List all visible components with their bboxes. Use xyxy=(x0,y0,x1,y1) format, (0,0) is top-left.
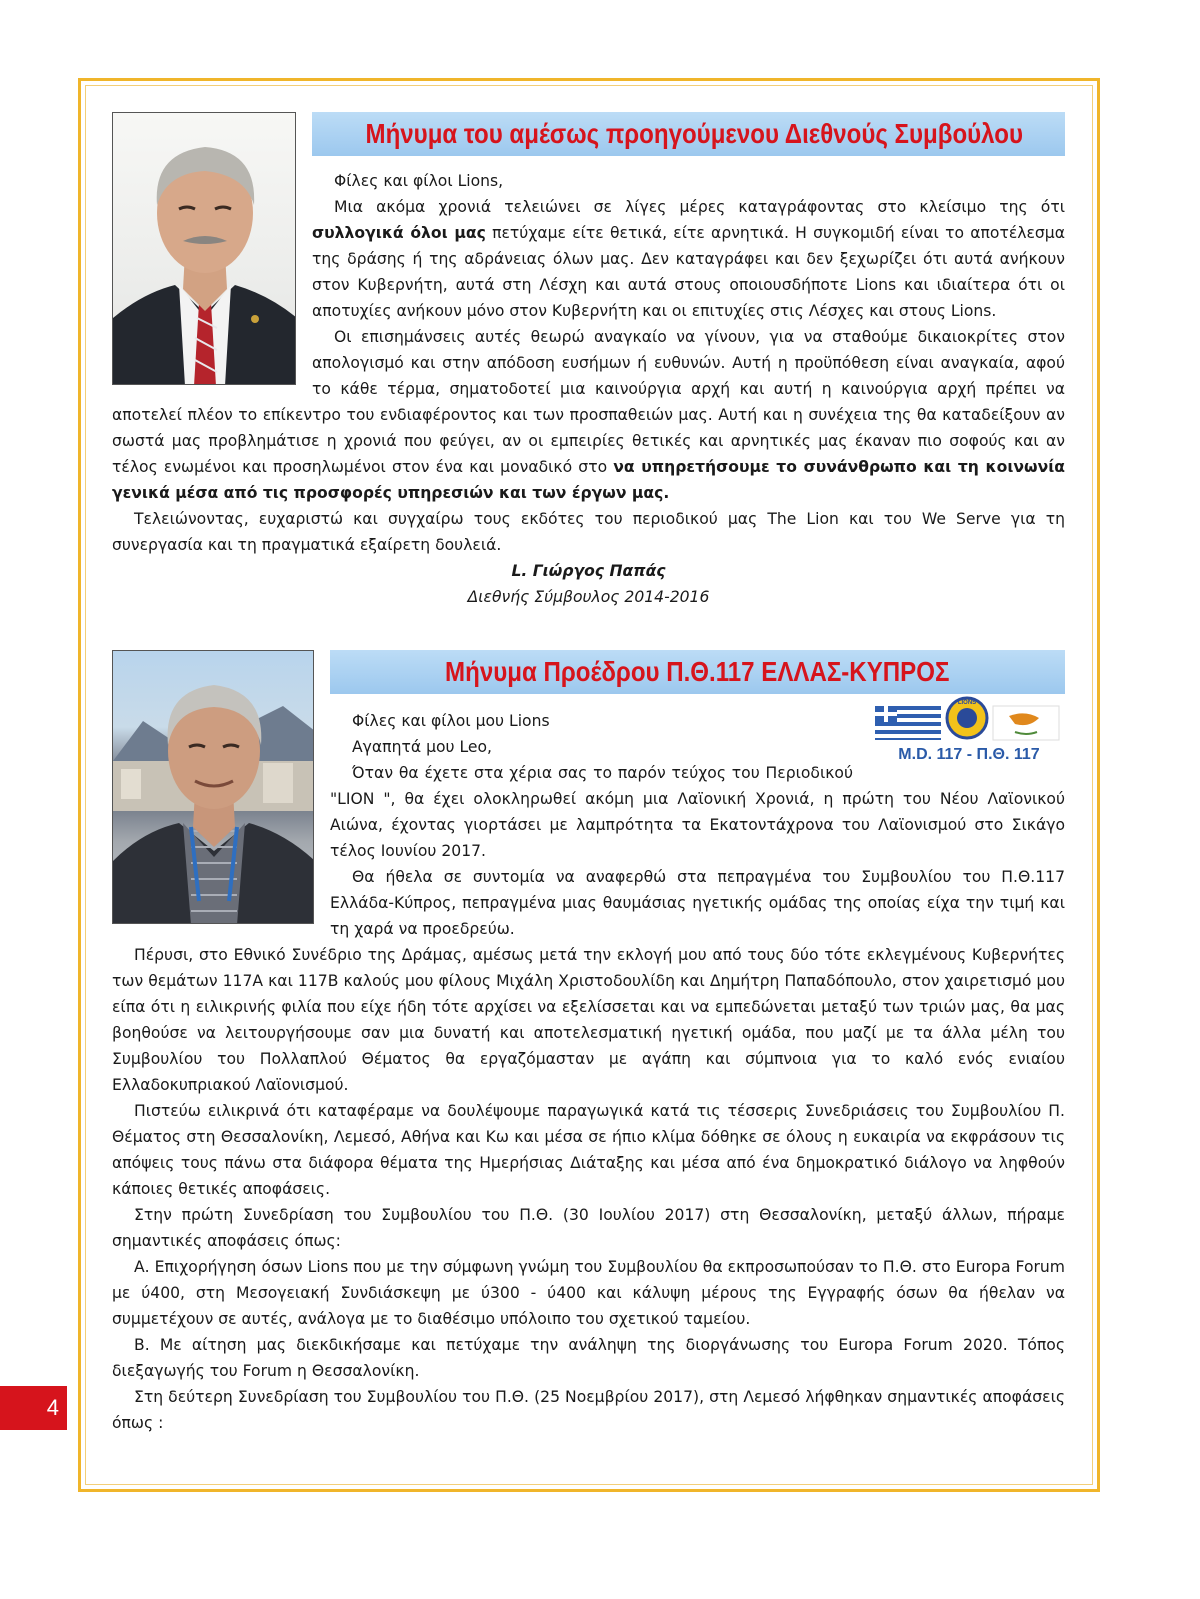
section-past-director xyxy=(112,112,1065,610)
section1-greeting: Φίλες και φίλοι Lions, xyxy=(334,172,504,190)
section2-paragraph-7: Β. Με αίτηση μας διεκδικήσαμε και πετύχαμε την ανάληψη της διοργάνωσης του Europa Forum 2020. Τόπος διεξαγωγής του Forum η Θεσσαλονίκη. xyxy=(112,1336,1065,1380)
section2-paragraph-3: Πέρυσι, στο Εθνικό Συνέδριο της Δράμας, αμέσως μετά την εκλογή μου από τους δύο τότε εκλεγμένους Κυβερνήτες των θεμάτων 117Α και 117Β καλούς μου φίλους Μιχάλη Χριστοδουλίδη και Δημήτρη Παπαδόπουλο, στον χαιρετισμό μου είπα ότι η ειλικρινής φιλία που είχε ήδη τότε αρχίσει να εξελίσσεται και να εμπεδώνεται μεταξύ των τριών μας, θα μας βοηθούσε να λειτουργήσουμε σαν μια δυνατή και αποτελεσματική ηγετική ομάδα, που μαζί με τα άλλα μέλη του Συμβουλίου του Πολλαπλού Θέματος θα εργαζόμασταν με αγάπη και σύμπνοια για το καλό ενός ενιαίου Ελλαδοκυπριακού Λαϊονισμού. xyxy=(112,946,1065,1094)
portrait-illustration-2 xyxy=(113,651,314,924)
page-number: 4 xyxy=(0,1386,67,1430)
portrait-photo-chair xyxy=(112,650,314,924)
section2-paragraph-4: Πιστεύω ειλικρινά ότι καταφέραμε να δουλέψουμε παραγωγικά κατά τις τέσσερις Συνεδριάσεις του Συμβουλίου Π. Θέματος στη Θεσσαλονίκη, Λεμεσό, Αθήνα και Κω και μέσα σε ήπιο κλίμα δόθηκε σε όλους η ευκαιρία να εκφράσουν τις απόψεις τους πάνω στα διάφορα θέματα της Ημερήσιας Διάταξης και μέσα από ένα δημοκρατικό διάλογο να ληφθούν κάποιες θετικές αποφάσεις. xyxy=(112,1102,1065,1198)
portrait-illustration xyxy=(113,113,296,385)
md117-logo xyxy=(869,694,1065,774)
section1-paragraph-1: Μια ακόμα χρονιά τελειώνει σε λίγες μέρες καταγράφοντας στο κλείσιμο της ότι συλλογικά όλοι μας πετύχαμε είτε θετικά, είτε αρνητικά. Η συγκομιδή είναι το αποτέλεσμα της δράσης ή της αδράνειας όλων μας. Δεν καταγράφει και δεν ξεχωρίζει ότι αυτά ανήκουν στον Κυβερνήτη, αυτά στη Λέσχη και αυτά στους οποιουσδήποτε Lions και ιδιαίτερα ότι οι αποτυχίες ανήκουν μόνο στον Κυβερνήτη και οι επιτυχίες στις Λέσχες και στους Lions. xyxy=(312,198,1066,320)
section1-paragraph-3: Τελειώνοντας, ευχαριστώ και συγχαίρω τους εκδότες του περιοδικού μας The Lion και του We Serve για τη συνεργασία και τη πραγματικά εξαίρετη δουλειά. xyxy=(112,510,1065,554)
page-content xyxy=(112,112,1065,1436)
section2-paragraph-2: Θα ήθελα σε συντομία να αναφερθώ στα πεπραγμένα του Συμβουλίου του Π.Θ.117 Ελλάδα-Κύπρος, πεπραγμένα μιας θαυμάσιας ηγετικής ομάδας της οποίας είχα την τιμή και τη χαρά να προεδρεύω. xyxy=(330,868,1065,938)
md117-caption: M.D. 117 - Π.Θ. 117 xyxy=(898,746,1040,763)
flags-lions-logo-icon xyxy=(869,694,1065,744)
section2-paragraph-8: Στη δεύτερη Συνεδρίαση του Συμβουλίου του Π.Θ. (25 Νοεμβρίου 2017), στη Λεμεσό λήφθηκαν σημαντικές αποφάσεις όπως : xyxy=(112,1388,1065,1432)
section1-paragraph-2: Οι επισημάνσεις αυτές θεωρώ αναγκαίο να γίνουν, για να σταθούμε δικαιοκρίτες στον απολογισμό και στην απόδοση ευσήμων ή ευθυνών. Αυτή η προϋπόθεση είναι αναγκαία, αφού το κάθε τέρμα, σηματοδοτεί μια καινούργια αρχή και αυτή η καινούργια αρχή πρέπει να αποτελεί πλέον το επίκεντρο του ενδιαφέροντος και των προσπαθειών μας. Αυτή και η συνέχεια της θα καταδείξουν αν σωστά μας προβλημάτισε η χρονιά που φεύγει, αν οι εμπειρίες θετικές και αρνητικές μας έκαναν πιο σοφούς και αν τέλος ενωμένοι και προσηλωμένοι στον ένα και μοναδικό στο να υπηρετήσουμε το συνάνθρωπο και τη κοινωνία γενικά μέσα από τις προσφορές υπηρεσιών και των έργων μας. xyxy=(112,328,1065,502)
signature-name: L. Γιώργος Παπάς xyxy=(511,562,666,580)
section2-greeting-1: Φίλες και φίλοι μου Lions xyxy=(352,712,550,730)
signature-role: Διεθνής Σύμβουλος 2014-2016 xyxy=(467,588,710,606)
section1-title: Μήνυμα του αμέσως προηγούμενου Διεθνούς Συμβούλου xyxy=(312,112,1065,156)
section-council-chair xyxy=(112,650,1065,1436)
svg-text:LIONS: LIONS xyxy=(957,700,977,706)
section2-title: Μήνυμα Προέδρου Π.Θ.117 ΕΛΛΑΣ-ΚΥΠΡΟΣ xyxy=(330,650,1065,694)
portrait-photo-papas xyxy=(112,112,296,385)
section2-paragraph-6: Α. Επιχορήγηση όσων Lions που με την σύμφωνη γνώμη του Συμβουλίου θα εκπροσωπούσαν το Π.Θ. στο Europa Forum με ύ400, στη Μεσογειακή Συνδιάσκεψη με ύ300 - ύ400 και κάλυψη μέρους της Εγγραφής όσων θα ήθελαν να συμμετέχουν σε αυτές, ανάλογα με το διαθέσιμο υπόλοιπο του σχετικού ταμείου. xyxy=(112,1258,1065,1328)
section2-greeting-2: Αγαπητά μου Leo, xyxy=(352,738,493,756)
section2-paragraph-1: Όταν θα έχετε στα χέρια σας το παρόν τεύχος του Περιοδικού "LION ", θα έχει ολοκληρωθεί ακόμη μια Λαϊονική Χρονιά, η πρώτη του Νέου Λαϊονικού Αιώνα, έχοντας γιορτάσει με λαμπρότητα τα Εκατοντάχρονα του Λαϊονισμού στο Σικάγο τέλος Ιουνίου 2017. xyxy=(330,764,1065,860)
section2-paragraph-5: Στην πρώτη Συνεδρίαση του Συμβουλίου του Π.Θ. (30 Ιουλίου 2017) στη Θεσσαλονίκη, μεταξύ άλλων, πήραμε σημαντικές αποφάσεις όπως: xyxy=(112,1206,1065,1250)
